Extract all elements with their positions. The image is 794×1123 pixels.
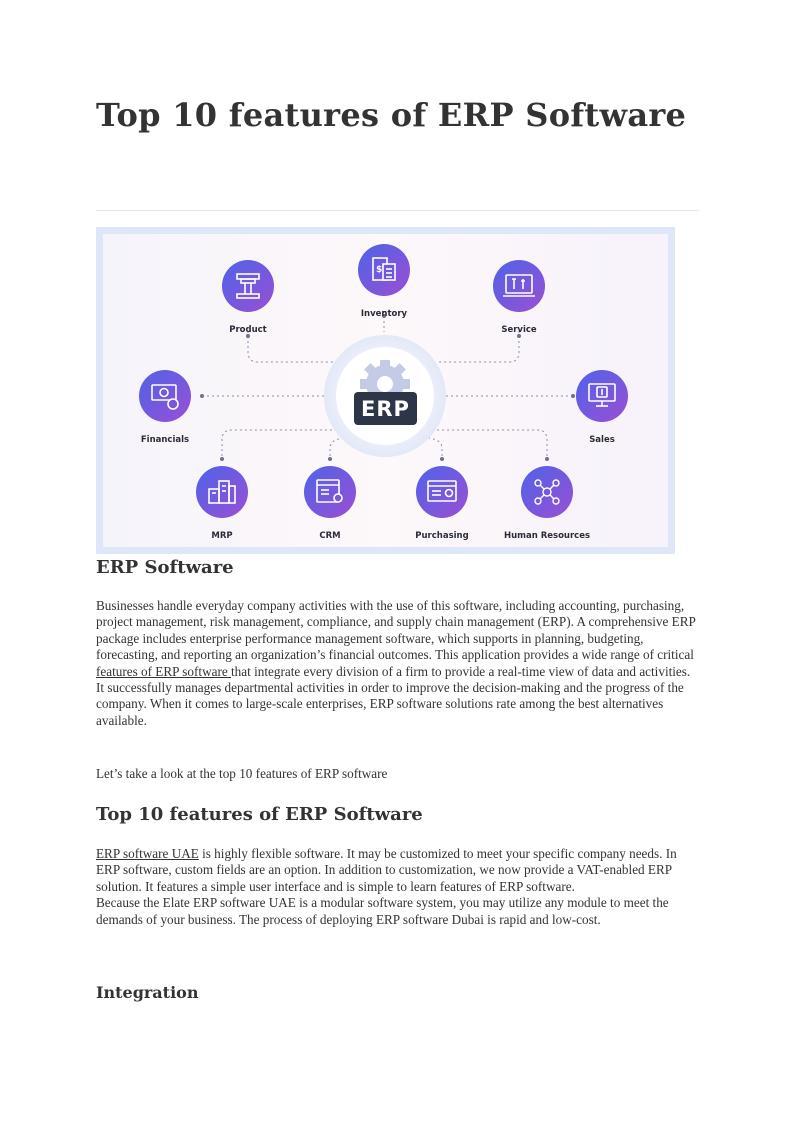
svg-text:Product: Product <box>229 325 267 335</box>
erp-modules-diagram <box>96 227 675 554</box>
svg-text:Sales: Sales <box>589 435 615 445</box>
node-mrp <box>196 466 248 541</box>
section2-paragraph-1 <box>96 846 696 895</box>
diagram-svg <box>103 234 668 547</box>
node-crm <box>304 466 356 541</box>
node-purchasing <box>415 466 468 541</box>
svg-text:CRM: CRM <box>319 531 341 541</box>
svg-text:Inventory: Inventory <box>360 309 408 319</box>
section2-paragraph-2: Because the Elate ERP software UAE is a modular software system, you may utilize any module to meet the demands of your business. The process of deploying ERP software Dubai is rapid and low-cost. <box>96 895 669 927</box>
node-human-resources <box>504 466 590 541</box>
svg-text:MRP: MRP <box>211 531 233 541</box>
svg-text:Service: Service <box>501 325 537 335</box>
svg-text:Purchasing: Purchasing <box>415 531 469 541</box>
svg-text:$: $ <box>376 265 383 275</box>
erp-center-label: ERP <box>361 397 410 421</box>
para-text: that integrate every division of a firm to provide a real-time view of data and activities. <box>231 663 691 679</box>
node-product <box>222 260 274 335</box>
erp-software-uae-link[interactable]: ERP software UAE <box>96 846 199 861</box>
section-heading-top-10-features: Top 10 features of ERP Software <box>96 804 423 825</box>
page-title: Top 10 features of ERP Software <box>96 96 687 134</box>
section1-paragraph-3 <box>96 766 696 782</box>
node-inventory <box>358 244 410 319</box>
features-of-erp-software-link[interactable]: features of ERP software <box>96 663 232 679</box>
node-sales <box>576 370 628 445</box>
svg-text:Financials: Financials <box>140 435 190 445</box>
intro-text: Let’s take a look at the top 10 features of ERP software <box>96 766 388 781</box>
para-text: is highly flexible software. It may be customized to meet your specific company needs. In ERP software, custom fields are an option. In addition to customization, we now provide a VAT-enabled ERP solution. It features a simple user interface and is simple to learn features of ERP software. <box>96 846 677 894</box>
node-service <box>493 260 545 335</box>
title-divider <box>96 210 699 211</box>
section1-paragraph-1 <box>96 598 696 680</box>
diagram-background <box>103 234 668 547</box>
section-heading-integration: Integration <box>96 983 199 1002</box>
section-heading-erp-software: ERP Software <box>96 557 234 578</box>
para-text: Businesses handle everyday company activities with the use of this software, including accounting, purchasing, project management, risk management, compliance, and supply chain management (ERP). A comprehensive ERP package includes enterprise performance management software, which supports in planning, budgeting, forecasting, and reporting an organization’s financial outcomes. This application provides a wide range of critical <box>96 598 696 663</box>
node-financials <box>139 370 191 445</box>
section1-paragraph-2: It successfully manages departmental activities in order to improve the decision-making and the progress of the company. When it comes to large-scale enterprises, ERP software solutions rate among the best alternatives available. <box>96 680 684 728</box>
svg-text:Human Resources: Human Resources <box>503 531 591 541</box>
section2-paragraphs <box>96 846 696 928</box>
section1-paragraphs <box>96 598 696 729</box>
